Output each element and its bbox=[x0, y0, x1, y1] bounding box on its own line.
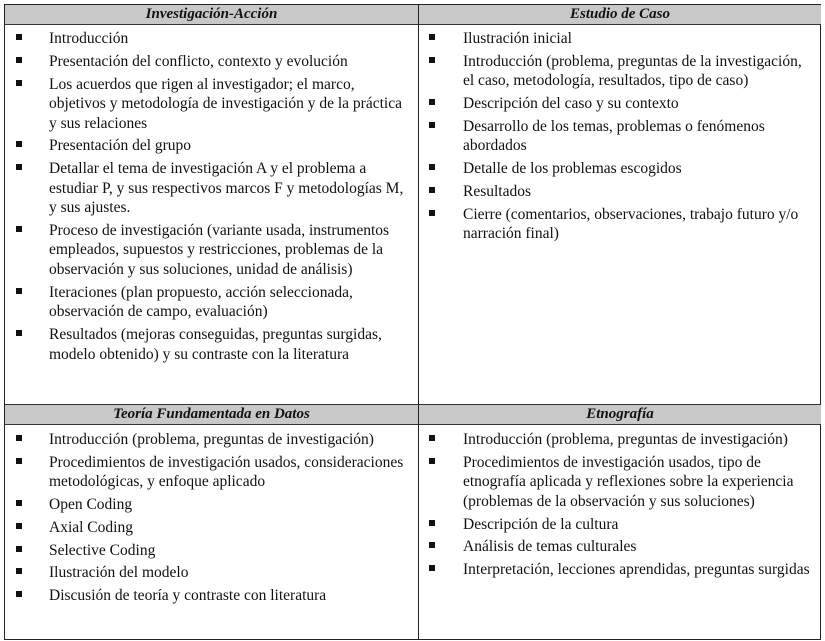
square-bullet-icon bbox=[16, 500, 22, 506]
list-item: Introducción (problema, preguntas de la investigación, el caso, metodología, resultados, tipo de caso) bbox=[419, 52, 821, 91]
list-item: Presentación del conflicto, contexto y evolución bbox=[5, 52, 418, 72]
list-item: Axial Coding bbox=[5, 518, 418, 538]
right-column bbox=[419, 5, 821, 639]
square-bullet-icon bbox=[16, 164, 22, 170]
list-item: Introducción (problema, preguntas de investigación) bbox=[419, 430, 821, 450]
list-item: Resultados (mejoras conseguidas, preguntas surgidas, modelo obtenido) y su contraste con la literatura bbox=[5, 325, 418, 364]
list-item: Discusión de teoría y contraste con literatura bbox=[5, 586, 418, 606]
list-item: Ilustración del modelo bbox=[5, 563, 418, 583]
list-item: Presentación del grupo bbox=[5, 136, 418, 156]
list-item: Procedimientos de investigación usados, tipo de etnografía aplicada y reflexiones sobre la experiencia (problemas de la observación y sus soluciones) bbox=[419, 453, 821, 512]
square-bullet-icon bbox=[16, 34, 22, 40]
section-header-teoria-fundamentada: Teoría Fundamentada en Datos bbox=[5, 404, 418, 425]
list-item: Los acuerdos que rigen al investigador; el marco, objetivos y metodología de investigación y de la práctica y sus relaciones bbox=[5, 75, 418, 134]
list-item: Proceso de investigación (variante usada, instrumentos empleados, supuestos y restricciones, problemas de la observación y sus soluciones, unidad de análisis) bbox=[5, 221, 418, 280]
square-bullet-icon bbox=[429, 210, 435, 216]
list-item: Open Coding bbox=[5, 495, 418, 515]
section-header-investigacion-accion: Investigación-Acción bbox=[5, 5, 418, 25]
square-bullet-icon bbox=[16, 141, 22, 147]
methodology-table bbox=[4, 4, 821, 640]
investigacion-accion-list bbox=[5, 29, 418, 367]
section-header-estudio-de-caso: Estudio de Caso bbox=[419, 5, 821, 25]
list-item: Ilustración inicial bbox=[419, 29, 821, 49]
list-item: Cierre (comentarios, observaciones, trabajo futuro y/o narración final) bbox=[419, 205, 821, 244]
list-item: Detalle de los problemas escogidos bbox=[419, 159, 821, 179]
list-item: Procedimientos de investigación usados, consideraciones metodológicas, y enfoque aplicado bbox=[5, 453, 418, 492]
list-item: Descripción de la cultura bbox=[419, 515, 821, 535]
list-item: Introducción bbox=[5, 29, 418, 49]
list-item: Iteraciones (plan propuesto, acción seleccionada, observación de campo, evaluación) bbox=[5, 283, 418, 322]
section-header-etnografia: Etnografía bbox=[419, 404, 821, 425]
square-bullet-icon bbox=[16, 591, 22, 597]
square-bullet-icon bbox=[429, 520, 435, 526]
list-item: Detallar el tema de investigación A y el problema a estudiar P, y sus respectivos marcos F y metodologías M, y sus ajustes. bbox=[5, 159, 418, 218]
square-bullet-icon bbox=[16, 523, 22, 529]
square-bullet-icon bbox=[429, 187, 435, 193]
square-bullet-icon bbox=[429, 435, 435, 441]
square-bullet-icon bbox=[16, 435, 22, 441]
left-column bbox=[5, 5, 419, 639]
square-bullet-icon bbox=[429, 565, 435, 571]
square-bullet-icon bbox=[429, 57, 435, 63]
square-bullet-icon bbox=[16, 80, 22, 86]
square-bullet-icon bbox=[16, 568, 22, 574]
square-bullet-icon bbox=[16, 546, 22, 552]
square-bullet-icon bbox=[429, 34, 435, 40]
square-bullet-icon bbox=[16, 330, 22, 336]
list-item: Resultados bbox=[419, 182, 821, 202]
list-item: Selective Coding bbox=[5, 541, 418, 561]
square-bullet-icon bbox=[429, 458, 435, 464]
list-item: Introducción (problema, preguntas de investigación) bbox=[5, 430, 418, 450]
teoria-fundamentada-list bbox=[5, 430, 418, 609]
square-bullet-icon bbox=[429, 164, 435, 170]
square-bullet-icon bbox=[429, 122, 435, 128]
etnografia-list bbox=[419, 430, 821, 583]
square-bullet-icon bbox=[16, 226, 22, 232]
square-bullet-icon bbox=[16, 288, 22, 294]
estudio-de-caso-list bbox=[419, 29, 821, 247]
square-bullet-icon bbox=[16, 458, 22, 464]
square-bullet-icon bbox=[429, 542, 435, 548]
list-item: Análisis de temas culturales bbox=[419, 537, 821, 557]
list-item: Desarrollo de los temas, problemas o fenómenos abordados bbox=[419, 117, 821, 156]
list-item: Interpretación, lecciones aprendidas, preguntas surgidas bbox=[419, 560, 821, 580]
square-bullet-icon bbox=[16, 57, 22, 63]
square-bullet-icon bbox=[429, 99, 435, 105]
list-item: Descripción del caso y su contexto bbox=[419, 94, 821, 114]
